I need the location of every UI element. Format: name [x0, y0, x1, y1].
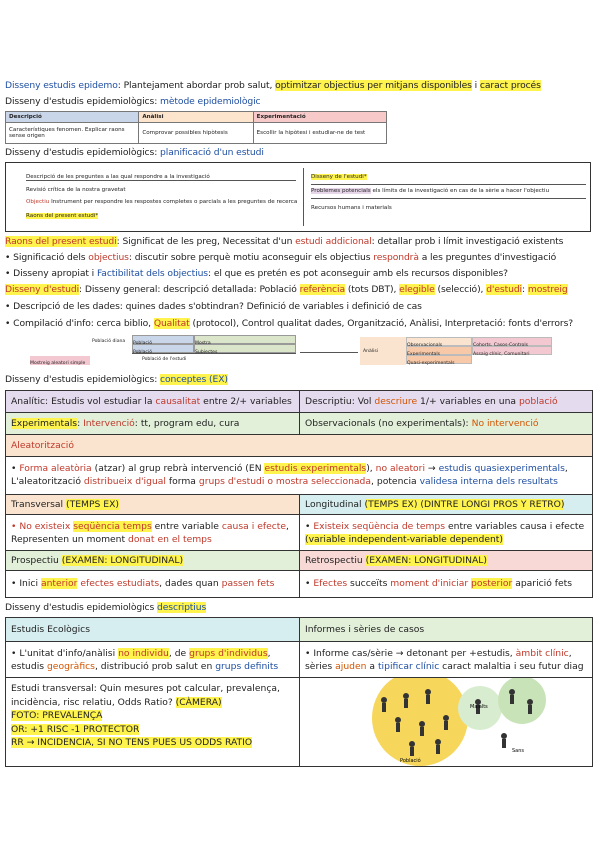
- descriptive-grid: [5, 617, 593, 767]
- heading-topic: descriptius: [157, 602, 207, 613]
- observacionals-cell: [300, 413, 592, 435]
- compilation-text: (protocol), Control qualitat dades, Organització, Anàlisi, Interpretació: fonts d'errors?: [189, 318, 574, 329]
- aleat-arrow: →: [425, 463, 439, 474]
- prospectiu-title: Prospectiu: [11, 555, 62, 566]
- mini-box-1: [132, 335, 194, 344]
- aleat-text-3: L'aleatorització: [11, 476, 84, 487]
- person-icon-body: [410, 747, 414, 756]
- mini-study-pop: Població de l'estudi: [142, 357, 187, 362]
- person-icon-body: [510, 695, 514, 704]
- plan-item-3: [26, 199, 297, 205]
- inf-to: a: [366, 661, 378, 672]
- retrospectiu-title-cell: [300, 551, 592, 571]
- person-icon-body: [420, 727, 424, 736]
- aleat-text-2: ),: [366, 463, 376, 474]
- intro-highlight-1: optimitzar objectius per mitjans disponibles: [275, 80, 472, 91]
- ecol-line-2: [11, 660, 294, 673]
- long-line-2: [305, 533, 587, 546]
- aleat-validity: validesa interna dels resultats: [419, 476, 558, 487]
- inf-typify: tipificar clínic: [377, 661, 440, 672]
- analitic-causality: causalitat: [155, 396, 201, 407]
- measures-photo: FOTO: PREVALENÇA: [11, 710, 103, 721]
- bullet: •: [11, 463, 20, 474]
- measures-or: OR: +1 RISC -1 PROTECTOR: [11, 723, 140, 735]
- label-population: Població: [400, 758, 421, 764]
- mini-trial-label: Assaig clínic, Comunitari: [473, 352, 530, 357]
- compilation-quality: Qualitat: [153, 318, 190, 329]
- mini-box-2: [194, 335, 296, 344]
- plan-right-1: Disseny de l'estudi*: [311, 174, 367, 180]
- section-heading-method: [5, 96, 261, 107]
- aleat-text-5: , potencia: [371, 476, 420, 487]
- descriptiu-cell: [300, 391, 592, 413]
- compilation-prefix: • Compilació d'info: cerca biblio,: [5, 318, 154, 329]
- ecological-title: Estudis Ecològics: [11, 624, 90, 635]
- experimentals-label: Experimentals: [11, 418, 78, 429]
- trans-comma: ,: [286, 521, 289, 532]
- ecol-studies: estudis: [11, 661, 47, 672]
- intro-text: : Plantejament abordar prob salut,: [117, 80, 276, 91]
- objectives-end: a les preguntes d'investigació: [418, 252, 557, 263]
- observacionals-label: Observacionals (no experimentals):: [305, 418, 472, 429]
- population-diagram: [300, 678, 592, 766]
- person-icon: [425, 689, 431, 695]
- objectives-respond: respondrà: [373, 252, 419, 263]
- design-eligible: elegible: [399, 284, 435, 295]
- feasibility-term: Factibilitat dels objectius: [96, 268, 208, 279]
- ecol-groups: grups d'individus: [189, 648, 268, 659]
- descriptiu-text: Descriptiu: Vol: [305, 396, 375, 407]
- ecol-no-individual: no individu: [118, 648, 169, 659]
- plan-problems-label: Problemes potencials: [311, 188, 371, 194]
- pros-start: • Inici: [11, 578, 41, 589]
- retro-text: succeïts: [347, 578, 391, 589]
- reasons-label: Raons del present estudi: [5, 236, 117, 247]
- data-description-text: • Descripció de les dades: quines dades s'obtindran? Definició de variables i definició de cas: [5, 301, 422, 312]
- design-text-3: (selecció),: [434, 284, 487, 295]
- reasons-text: : Significat de les preg, Necessitat d'un: [116, 236, 296, 247]
- pros-anterior: anterior: [40, 578, 78, 589]
- person-icon: [419, 721, 425, 727]
- experimentals-end: : tt, program edu, cura: [134, 418, 240, 429]
- person-icon: [509, 689, 515, 695]
- design-reference: referència: [299, 284, 345, 295]
- inf-text-2: caract malaltia i seu futur diag: [439, 661, 584, 672]
- person-icon-body: [404, 699, 408, 708]
- mini-rule: [132, 353, 296, 354]
- aleat-quasi: estudis quasiexperimentals: [438, 463, 565, 474]
- measures-line-1: Estudi transversal: Quin mesures pot calcular, prevalença,: [11, 683, 280, 694]
- person-icon: [395, 717, 401, 723]
- retro-moment: moment d'iniciar: [390, 578, 469, 589]
- plan-problems-text: els límits de la investigació en cas de la sèrie a hacer l'objectiu: [372, 188, 550, 194]
- person-icon: [443, 715, 449, 721]
- heading-prefix: Disseny d'estudis epidemiològics:: [5, 96, 161, 107]
- measures-rr: RR → INCIDENCIA, SI NO TENS PUES US ODDS RATIO: [11, 737, 253, 748]
- bullet: •: [305, 521, 314, 532]
- inf-line-1: [305, 647, 587, 660]
- design-line: [5, 284, 568, 295]
- mini-quasi-box: [406, 355, 472, 364]
- design-text-2: (tots DBT),: [345, 284, 400, 295]
- person-icon: [381, 697, 387, 703]
- person-icon-body: [396, 723, 400, 732]
- measures-camera: (CÀMERA): [175, 696, 222, 708]
- person-icon: [403, 693, 409, 699]
- aleatoritzacio-title-cell: [6, 435, 592, 457]
- plan-item-2: Revisió crítica de la nostra gravetat: [26, 187, 126, 193]
- longitudinal-tag: (TEMPS EX) (DINTRE LONGI PROS Y RETRO): [364, 499, 565, 510]
- observacionals-no-intervention: No intervenció: [471, 418, 539, 429]
- mini-quasi-label: Quasi-experimentals: [407, 361, 455, 366]
- person-icon-body: [436, 745, 440, 754]
- label-sick: Malalts: [470, 704, 488, 710]
- plan-right-3: Recursos humans i materials: [311, 205, 392, 211]
- retrospectiu-tag: (EXAMEN: LONGITUDINAL): [365, 555, 487, 566]
- measures-line-2: [11, 696, 294, 710]
- mini-sampling-label: Mostreig aleatori simple: [30, 361, 86, 366]
- heading-prefix: Disseny d'estudis epidemiològics:: [5, 374, 161, 385]
- transversal-body-cell: [6, 515, 300, 551]
- plan-right-rule: [311, 184, 586, 185]
- inf-clinical: àmbit clínic: [515, 648, 569, 659]
- heading-topic: mètode epidemiològic: [160, 96, 261, 107]
- trans-text: entre variable: [151, 521, 222, 532]
- ecol-geographic: geogràfics: [46, 661, 95, 672]
- pros-events: passen fets: [221, 578, 275, 589]
- mini-box-4: [194, 344, 296, 353]
- case-reports-title-cell: [300, 618, 592, 642]
- person-icon: [435, 739, 441, 745]
- long-text: entre variables causa i efecte: [445, 521, 585, 532]
- mini-rule-2: [300, 352, 358, 353]
- person-icon-body: [382, 703, 386, 712]
- case-reports-body-cell: [300, 642, 592, 678]
- plan-item-1: Descripció de les preguntes a las qual respondre a la investigació: [26, 174, 296, 181]
- section-heading-plan: [5, 147, 264, 158]
- person-icon: [501, 733, 507, 739]
- reasons-end: : detallar prob i límit investigació existents: [371, 236, 564, 247]
- inf-comma: ,: [568, 648, 572, 659]
- bullet: •: [305, 578, 314, 589]
- aleat-random-form: Forma aleatòria: [19, 463, 92, 474]
- descriptiu-mid: 1/+ variables en una: [417, 396, 519, 407]
- compilation-line: [5, 318, 573, 329]
- method-header-1: Descripció: [6, 112, 139, 123]
- inf-text: • Informe cas/sèrie → detonant per +estudis,: [305, 648, 516, 659]
- aleatoritzacio-line-2: [11, 475, 587, 488]
- long-sequence: Existeix seqüència de temps: [313, 521, 446, 532]
- aleat-experimental: estudis experimentals: [264, 463, 367, 474]
- mini-cohort-box: [472, 337, 552, 346]
- reasons-line: [5, 236, 563, 247]
- section-heading-descriptive: [5, 602, 206, 613]
- design-label: Disseny d'estudi: [5, 284, 80, 295]
- trans-text-2: Representen un moment: [11, 534, 129, 545]
- aleat-non-random: no aleatori: [375, 463, 426, 474]
- method-header-2: Anàlisi: [139, 112, 253, 123]
- longitudinal-body-cell: [300, 515, 592, 551]
- feasibility-line: [5, 268, 508, 279]
- plan-divider: [303, 168, 304, 226]
- mini-obs-box: [406, 337, 472, 346]
- method-cell-1: Característiques fenomen. Explicar raons sense origen: [6, 123, 139, 144]
- long-variables: (variable independent-variable dependent): [305, 534, 503, 545]
- longitudinal-title-cell: [300, 495, 592, 515]
- feasibility-prefix: • Disseny apropiat i: [5, 268, 97, 279]
- person-icon-body: [528, 705, 532, 714]
- intro-sep: i: [471, 80, 480, 91]
- design-colon: :: [522, 284, 528, 295]
- plan-objective-label: Objectiu: [26, 199, 50, 205]
- prospectiu-title-cell: [6, 551, 300, 571]
- method-table: [5, 111, 387, 144]
- transversal-tag: (TEMPS EX): [66, 499, 119, 510]
- aleat-distributes: distribueix d'igual: [83, 476, 166, 487]
- transversal-title: Transversal: [11, 499, 67, 510]
- retrospectiu-body-cell: [300, 571, 592, 597]
- ecol-defined-groups: grups definits: [215, 661, 279, 672]
- trans-given: donat en el temps: [128, 534, 212, 545]
- transversal-measures-cell: [6, 678, 300, 766]
- aleatoritzacio-title: Aleatorització: [11, 440, 74, 451]
- reasons-additional: estudi addicional: [295, 236, 372, 247]
- descriptiu-verb: descriure: [374, 396, 418, 407]
- person-icon: [409, 741, 415, 747]
- inf-series: sèries: [305, 661, 336, 672]
- method-cell-3: Escollir la hipòtesi i estudiar-ne de test: [253, 123, 386, 144]
- label-healthy: Sans: [512, 748, 525, 754]
- descriptiu-population: població: [518, 396, 558, 407]
- retro-end: aparició fets: [512, 578, 573, 589]
- analitic-text: Analític: Estudis vol estudiar la: [11, 396, 156, 407]
- aleat-groups: grups d'estudi o mostra seleccionada: [198, 476, 372, 487]
- mini-box-3: [132, 344, 194, 353]
- aleatoritzacio-line-1: [11, 462, 587, 475]
- ecol-comma: ,: [267, 648, 271, 659]
- prospectiu-tag: (EXAMEN: LONGITUDINAL): [61, 555, 184, 566]
- mini-box-sampling: [30, 356, 90, 365]
- ecol-text: • L'unitat d'info/anàlisi: [11, 648, 119, 659]
- heading-prefix: Disseny d'estudis epidemiològics: [5, 602, 158, 613]
- ecol-text-2: , distribució prob salut en: [94, 661, 216, 672]
- intro-highlight-2: caract procés: [479, 80, 541, 91]
- inf-help: ajuden: [335, 661, 367, 672]
- retro-effects: Efectes: [313, 578, 348, 589]
- trans-line-1: [11, 520, 294, 533]
- objectives-line: [5, 252, 556, 263]
- planning-box: [5, 162, 591, 232]
- retro-posterior: posterior: [471, 578, 513, 589]
- section-heading-concepts: [5, 374, 228, 385]
- aleat-comma: ,: [564, 463, 568, 474]
- population-illustration: [300, 678, 592, 766]
- person-icon-body: [426, 695, 430, 704]
- analitic-cell: [6, 391, 300, 413]
- plan-objective-text: Instrument per respondre les respostes completes o parcials a les preguntes de recerca: [51, 199, 298, 205]
- retrospectiu-title: Retrospectiu: [305, 555, 366, 566]
- data-description-line: [5, 301, 422, 312]
- inf-line-2: [305, 660, 587, 673]
- design-sampling: mostreig: [527, 284, 568, 295]
- mini-exp-box: [406, 346, 472, 355]
- objectives-word: objectius: [88, 252, 129, 263]
- experimentals-cell: [6, 413, 300, 435]
- analitic-end: entre 2/+ variables: [200, 396, 292, 407]
- heading-prefix: Disseny d'estudis epidemiològics:: [5, 147, 161, 158]
- case-reports-title: Informes i sèries de casos: [305, 624, 425, 635]
- trans-line-2: [11, 533, 294, 546]
- mini-label-target: Població diana: [92, 339, 126, 344]
- concepts-grid: [5, 390, 593, 598]
- method-header-3: Experimentació: [253, 112, 386, 123]
- person-icon-body: [444, 721, 448, 730]
- intro-line: [5, 80, 541, 91]
- trans-cause-effect: causa i efecte: [221, 521, 287, 532]
- pros-effects: efectes estudiats: [80, 578, 160, 589]
- prospectiu-body-cell: [6, 571, 300, 597]
- sampling-mini-table: [30, 335, 298, 369]
- experimentals-colon: :: [77, 418, 84, 429]
- intro-title: Disseny estudis epidemo: [5, 80, 118, 91]
- plan-item-5: Raons del present estudi*: [26, 213, 99, 219]
- mini-analysis-label: Anàlisi: [363, 349, 379, 354]
- longitudinal-title: Longitudinal: [305, 499, 365, 510]
- long-line-1: [305, 520, 587, 533]
- ecological-body-cell: [6, 642, 300, 678]
- trans-no-exists: • No existeix: [11, 521, 74, 532]
- aleat-text-4: forma: [165, 476, 199, 487]
- measures-text: incidència, risc relatiu, Odds Ratio?: [11, 696, 176, 708]
- transversal-title-cell: [6, 495, 300, 515]
- experimentals-intervention: Intervenció: [83, 418, 135, 429]
- design-types-mini-table: [300, 335, 590, 369]
- heading-topic: conceptes (EX): [160, 374, 228, 385]
- person-icon-body: [502, 739, 506, 748]
- method-cell-2: Comprovar possibles hipòtesis: [139, 123, 253, 144]
- ecological-title-cell: [6, 618, 300, 642]
- aleatoritzacio-body-cell: [6, 457, 592, 495]
- ecol-sep: , de: [168, 648, 190, 659]
- plan-right-2: [311, 188, 549, 194]
- objectives-text: : discutir sobre perquè motiu aconseguir els objectius: [128, 252, 374, 263]
- plan-right-rule-2: [311, 198, 586, 199]
- feasibility-text: : el que es pretén es pot aconseguir amb els recursos disponibles?: [208, 268, 508, 279]
- pros-text: , dades quan: [159, 578, 222, 589]
- trans-sequence: seqüència temps: [73, 521, 152, 532]
- healthy-circle: [498, 678, 546, 724]
- person-icon: [527, 699, 533, 705]
- objectives-prefix: • Significació dels: [5, 252, 89, 263]
- design-study: d'estudi: [486, 284, 523, 295]
- aleat-text-1: (atzar) al grup rebrà intervenció (EN: [91, 463, 265, 474]
- mini-trial-box: [472, 346, 552, 355]
- ecol-line-1: [11, 647, 294, 660]
- design-text: : Disseny general: descripció detallada: Població: [79, 284, 300, 295]
- heading-topic: planificació d'un estudi: [160, 147, 264, 158]
